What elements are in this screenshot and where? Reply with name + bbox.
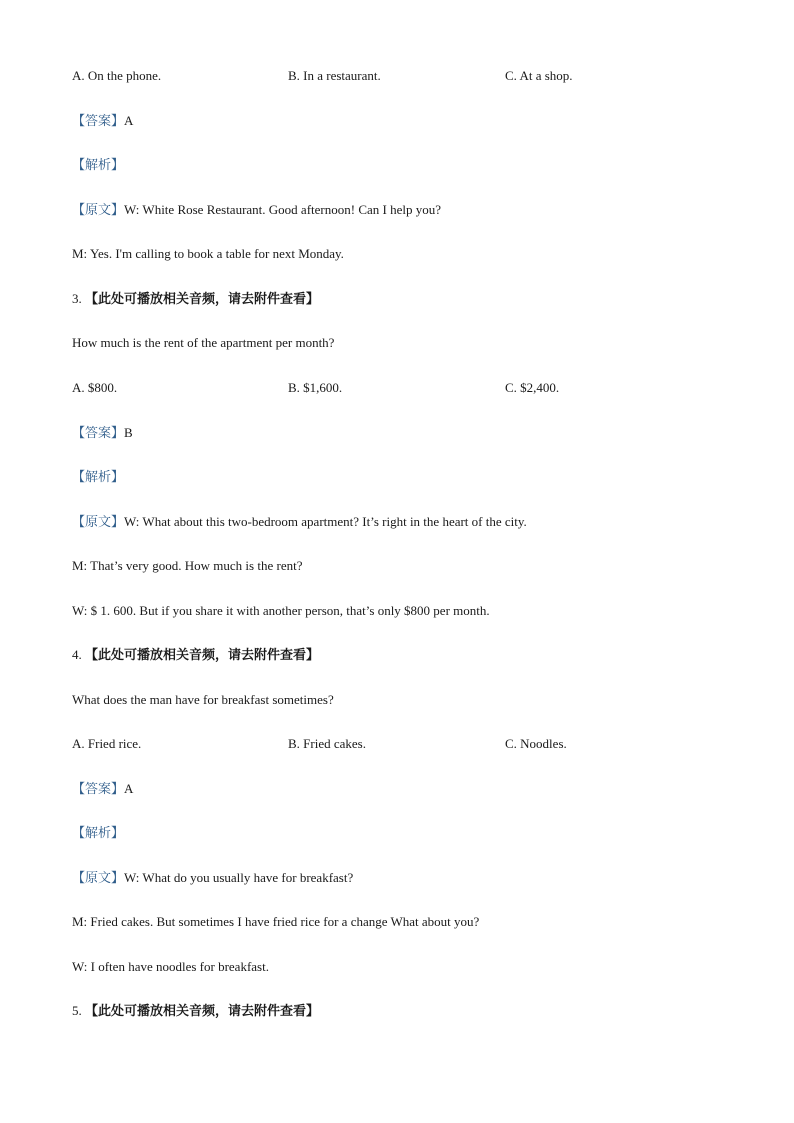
original-text-tag: 【原文】 xyxy=(72,203,125,218)
q3-option-b: B. $1,600. xyxy=(288,380,343,395)
q3-transcript-1: W: What about this two-bedroom apartment? It’s right in the heart of the city. xyxy=(124,514,527,529)
q2-option-c: C. At a shop. xyxy=(505,68,573,83)
q4-answer: A xyxy=(124,781,134,796)
q3-transcript-2: M: That’s very good. How much is the rent? xyxy=(72,558,303,573)
q4-option-a: A. Fried rice. xyxy=(72,736,142,751)
q2-transcript-line-1 xyxy=(72,202,441,219)
answer-tag: 【答案】 xyxy=(72,426,125,441)
q2-answer-line xyxy=(72,113,133,130)
q2-transcript-line-2 xyxy=(72,246,344,262)
q3-header xyxy=(72,291,319,308)
original-text-tag: 【原文】 xyxy=(72,515,125,530)
q2-transcript-1: W: White Rose Restaurant. Good afternoon! Can I help you? xyxy=(124,202,441,217)
q4-number: 4. xyxy=(72,647,82,662)
original-text-tag: 【原文】 xyxy=(72,871,125,886)
q2-option-a: A. On the phone. xyxy=(72,68,162,83)
q4-transcript-3: W: I often have noodles for breakfast. xyxy=(72,959,269,974)
q5-header xyxy=(72,1003,319,1020)
answer-tag: 【答案】 xyxy=(72,114,125,129)
q2-transcript-2: M: Yes. I'm calling to book a table for next Monday. xyxy=(72,246,344,261)
q2-analysis-line xyxy=(72,157,124,174)
q4-header xyxy=(72,647,319,664)
q4-answer-line xyxy=(72,781,133,798)
q5-number: 5. xyxy=(72,1003,82,1018)
q4-analysis-line xyxy=(72,825,124,842)
q3-transcript-3: W: $ 1. 600. But if you share it with another person, that’s only $800 per month. xyxy=(72,603,490,618)
q4-transcript-2: M: Fried cakes. But sometimes I have fried rice for a change What about you? xyxy=(72,914,480,929)
q4-option-c: C. Noodles. xyxy=(505,736,567,751)
q4-transcript-line-3 xyxy=(72,959,269,975)
q3-transcript-line-3 xyxy=(72,603,490,619)
q3-answer: B xyxy=(124,425,133,440)
q3-question: How much is the rent of the apartment per month? xyxy=(72,335,335,350)
analysis-tag: 【解析】 xyxy=(72,158,125,173)
q4-audio-note: 【此处可播放相关音频，请去附件查看】 xyxy=(85,648,320,663)
q3-analysis-line xyxy=(72,469,124,486)
q4-transcript-1: W: What do you usually have for breakfast? xyxy=(124,870,354,885)
q4-question: What does the man have for breakfast sometimes? xyxy=(72,692,334,707)
analysis-tag: 【解析】 xyxy=(72,826,125,841)
q2-answer: A xyxy=(124,113,134,128)
q3-number: 3. xyxy=(72,291,82,306)
q3-transcript-line-2 xyxy=(72,558,302,574)
q5-audio-note: 【此处可播放相关音频，请去附件查看】 xyxy=(85,1004,320,1019)
q3-option-c: C. $2,400. xyxy=(505,380,560,395)
q3-answer-line xyxy=(72,425,133,442)
analysis-tag: 【解析】 xyxy=(72,470,125,485)
q4-transcript-line-1 xyxy=(72,870,353,887)
answer-tag: 【答案】 xyxy=(72,782,125,797)
q4-transcript-line-2 xyxy=(72,914,479,930)
q3-transcript-line-1 xyxy=(72,514,527,531)
q3-option-a: A. $800. xyxy=(72,380,118,395)
q4-option-b: B. Fried cakes. xyxy=(288,736,366,751)
q2-option-b: B. In a restaurant. xyxy=(288,68,381,83)
q3-audio-note: 【此处可播放相关音频，请去附件查看】 xyxy=(85,292,320,307)
